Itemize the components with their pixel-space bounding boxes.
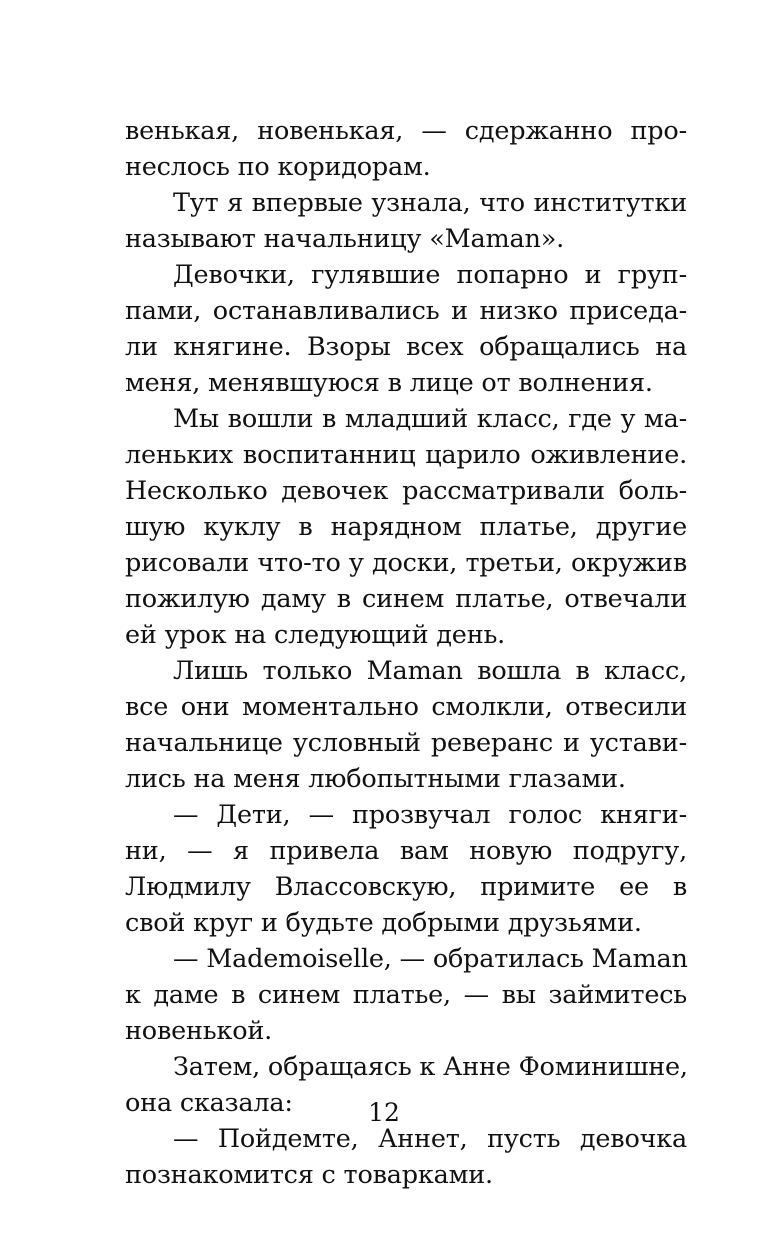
text-line: меня, менявшуюся в лице от волнения.	[125, 368, 653, 398]
text-line: все они моментально смолкли, отвесили	[125, 692, 687, 722]
text-line: неслось по коридорам.	[125, 152, 431, 182]
page-number: 12	[368, 1098, 400, 1127]
text-line: начальнице условный реверанс и устави-	[125, 728, 687, 758]
text-line: Мы вошли в младший класс, где у ма-	[173, 404, 687, 434]
text-line: Лишь только Maman вошла в класс,	[173, 656, 687, 686]
text-line: познакомится с товарками.	[125, 1160, 493, 1190]
text-line: леньких воспитанниц царило оживление.	[125, 440, 687, 470]
text-line: Несколько девочек рассматривали боль-	[125, 476, 687, 506]
text-line: ни, — я привела вам новую подругу,	[125, 836, 687, 866]
text-line: Тут я впервые узнала, что институтки	[173, 188, 687, 218]
text-line: ей урок на следующий день.	[125, 620, 506, 650]
text-line: — Пойдемте, Аннет, пусть девочка	[173, 1124, 687, 1154]
text-line: — Дети, — прозвучал голос княги-	[173, 800, 687, 830]
text-line: венькая, новенькая, — сдержанно про-	[125, 116, 687, 146]
text-line: Людмилу Влассовскую, примите ее в	[125, 872, 687, 902]
text-line: шую куклу в нарядном платье, другие	[125, 512, 687, 542]
text-line: она сказала:	[125, 1088, 293, 1118]
text-line: пами, останавливались и низко приседа-	[125, 296, 687, 326]
text-line: лись на меня любопытными глазами.	[125, 764, 626, 794]
text-line: — Mademoiselle, — обратилась Maman	[173, 944, 688, 974]
page-body	[125, 113, 687, 1193]
text-line: Затем, обращаясь к Анне Фоминишне,	[173, 1052, 688, 1082]
text-line: рисовали что-то у доски, третьи, окружив	[125, 548, 687, 578]
text-line: называют начальницу «Maman».	[125, 224, 565, 254]
text-line: к даме в синем платье, — вы займитесь	[125, 980, 687, 1010]
text-line: новенькой.	[125, 1016, 273, 1046]
text-line: свой круг и будьте добрыми друзьями.	[125, 908, 642, 938]
text-line: Девочки, гулявшие попарно и груп-	[173, 260, 687, 290]
text-line: ли княгине. Взоры всех обращались на	[125, 332, 687, 362]
text-line: пожилую даму в синем платье, отвечали	[125, 584, 687, 614]
